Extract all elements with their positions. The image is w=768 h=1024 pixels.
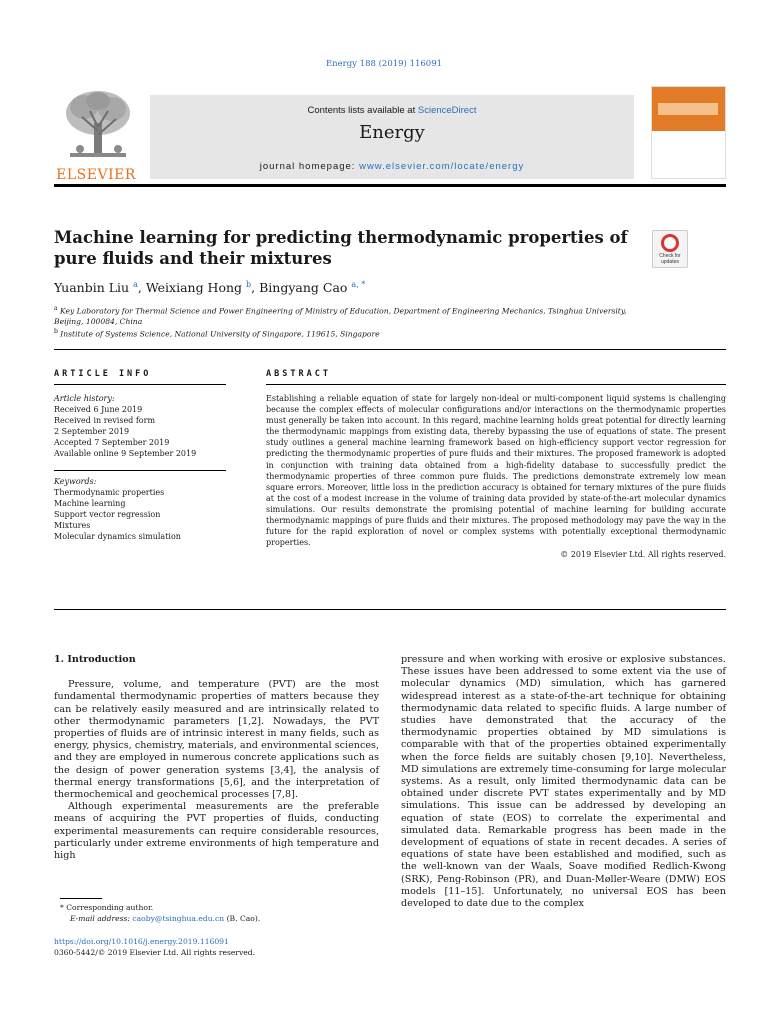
history-label: Article history:: [54, 394, 115, 403]
body-column-left: [54, 654, 379, 862]
affiliations: [54, 304, 654, 340]
abstract-text: Establishing a reliable equation of state for largely non-ideal or multi-component liquid systems is challenging because the complex effects of molecular configurations and/or interactions on the thermodynamic properties must generally be taken into account. In this regard, machine learning holds great potential for directly learning the thermodynamic mappings from existing data, thereby bypassing the use of equations of state. The present study outlines a general machine learning framework based on high-efficiency support vector regression for predicting the thermodynamic properties of pure fluids and their mixtures. The proposed framework is adopted in conjunction with training data obtained from a high-fidelity database to successfully predict the thermodynamic properties of three common pure fluids. The predictions demonstrate extremely low mean square errors. Moreover, little loss in the prediction accuracy is obtained for ternary mixtures of the pure fluids at the cost of a modest increase in the volume of training data provided by state-of-the-art molecular dynamics simulations. Our results demonstrate the promising potential of machine learning for building accurate thermodynamic mappings of pure fluids and their mixtures. The proposed methodology may pave the way in the future for the rapid exploration of novel or complex systems with potentially exceptional thermodynamic properties.: [266, 394, 726, 548]
history-item: Accepted 7 September 2019: [54, 438, 170, 447]
journal-citation[interactable]: Energy 188 (2019) 116091: [325, 59, 443, 69]
keywords: [54, 476, 226, 542]
contents-prefix: Contents lists available at: [307, 105, 418, 116]
email-link[interactable]: caoby@tsinghua.edu.cn: [132, 913, 225, 923]
masthead-rule: [54, 184, 726, 187]
keyword-item: Thermodynamic properties: [54, 488, 165, 497]
keywords-label: Keywords:: [54, 477, 97, 486]
email-line: [60, 914, 360, 925]
homepage-link[interactable]: www.elsevier.com/locate/energy: [359, 161, 525, 172]
check-updates-label: Check for updates: [659, 253, 681, 265]
section-heading-introduction: 1. Introduction: [54, 654, 136, 665]
issn-copyright: 0360-5442/© 2019 Elsevier Ltd. All rights reserved.: [54, 947, 256, 957]
affiliation-text: Key Laboratory for Thermal Science and Power Engineering of Ministry of Education, Department of Engineering Mechanics, Tsinghua University, Beijing, 100084, China: [54, 306, 627, 326]
footnote: [60, 903, 360, 924]
cover-title-graphic: [658, 103, 718, 115]
contents-line: [150, 105, 634, 116]
check-for-updates-badge[interactable]: [652, 230, 688, 268]
abstract-bottom-rule: [54, 609, 726, 610]
keywords-rule: [54, 470, 226, 471]
body-paragraph: Pressure, volume, and temperature (PVT) are the most fundamental thermodynamic properties of matters because they can be relatively easily measured and are intrinsically related to other thermodynamic parameters [1,2]. Nowadays, the PVT properties of fluids are of intrinsic interest in many fields, such as energy, physics, chemistry, materials, and environmental sciences, and they are employed in numerous concrete applications such as the design of power generation systems [3,4], the analysis of thermal energy transformations [5,6], and the interpretation of thermochemical and geochemical processes [7,8].: [54, 679, 379, 801]
author-affiliation-marker[interactable]: b: [246, 279, 252, 289]
elsevier-tree-icon: [62, 87, 134, 163]
affiliation-text: Institute of Systems Science, National University of Singapore, 119615, Singapore: [60, 329, 380, 339]
doi-link[interactable]: https://doi.org/10.1016/j.energy.2019.116091: [54, 937, 229, 946]
history-item: Received 6 June 2019: [54, 405, 143, 414]
publisher-name: ELSEVIER: [56, 167, 136, 183]
cover-banner: [652, 87, 725, 131]
author-name[interactable]: Weixiang Hong: [145, 280, 243, 295]
body-paragraph: pressure and when working with erosive or explosive substances. These issues have been addressed to some extent via the use of molecular dynamics (MD) simulation, which has garnered widespread interest as a state-of-the-art technique for obtaining thermodynamic data related to specific fluids. A large number of studies have demonstrated that the accuracy of the thermodynamic properties obtained by MD simulations is comparable with that of the properties obtained experimentally when the force fields are suitably chosen [9,10]. Nevertheless, MD simulations are extremely time-consuming for large molecular systems. As a result, only limited thermodynamic data can be obtained under discrete PVT states experimentally and by MD simulations. This issue can be addressed by developing an equation of state (EOS) to correlate the experimental and simulated data. Remarkable progress has been made in the development of equations of state in recent decades. A series of equations of state have been established and modified, such as the well-known van der Waals, Soave modified Redlich-Kwong (SRK), Peng-Robinson (PR), and Duan-Møller-Weare (DMW) EOS models [11–15]. Unfortunately, no universal EOS has been developed to date due to the complex: [401, 654, 726, 910]
body-paragraph: Although experimental measurements are the preferable means of acquiring the PVT properties of fluids, conducting experimental measurements can require considerable resources, particularly under extreme environments of high temperature and high: [54, 801, 379, 862]
affiliation-marker: b: [54, 328, 58, 336]
homepage-line: [150, 161, 634, 172]
author-list: Yuanbin Liu $^a$, Weixiang Hong $^b$, Bingyang Cao $^{a, *}$: [54, 279, 366, 295]
publication-footer: [54, 937, 374, 958]
abstract-copyright: © 2019 Elsevier Ltd. All rights reserved.: [560, 550, 726, 560]
keyword-item: Molecular dynamics simulation: [54, 532, 181, 541]
affiliation-item: [54, 304, 654, 327]
header-divider: [54, 349, 726, 350]
homepage-prefix: journal homepage:: [259, 161, 360, 172]
email-suffix: (B. Cao).: [224, 913, 261, 923]
corresponding-author-note: * Corresponding author.: [60, 903, 154, 912]
abstract-rule: [266, 384, 726, 385]
keyword-item: Support vector regression: [54, 510, 161, 519]
journal-cover-thumbnail[interactable]: [651, 86, 726, 179]
publisher-logo: [54, 87, 138, 183]
abstract-heading: ABSTRACT: [266, 369, 331, 379]
check-updates-icon: [661, 234, 679, 252]
sciencedirect-link[interactable]: ScienceDirect: [417, 105, 477, 116]
email-label: E-mail address:: [70, 913, 133, 923]
history-item: 2 September 2019: [54, 427, 130, 436]
body-column-right: [401, 654, 726, 910]
affiliation-item: [54, 327, 654, 340]
footnote-rule: [60, 898, 102, 899]
author-name[interactable]: Bingyang Cao: [259, 280, 348, 295]
history-item: Available online 9 September 2019: [54, 449, 197, 458]
article-history: [54, 393, 226, 459]
abstract-body: [266, 393, 726, 560]
author-affiliation-marker[interactable]: a: [133, 279, 138, 289]
author-affiliation-marker[interactable]: a, *: [351, 279, 366, 289]
journal-masthead: [54, 83, 726, 183]
journal-banner: [150, 95, 634, 179]
history-item: Received in revised form: [54, 416, 156, 425]
keyword-item: Machine learning: [54, 499, 126, 508]
author-name[interactable]: Yuanbin Liu: [54, 280, 130, 295]
keyword-item: Mixtures: [54, 521, 91, 530]
article-title: Machine learning for predicting thermodynamic properties of pure fluids and their mixtures: [54, 228, 628, 268]
affiliation-marker: a: [54, 305, 58, 312]
article-info-heading: ARTICLE INFO: [54, 369, 152, 379]
journal-name: Energy: [359, 122, 425, 143]
article-info-rule: [54, 384, 226, 385]
